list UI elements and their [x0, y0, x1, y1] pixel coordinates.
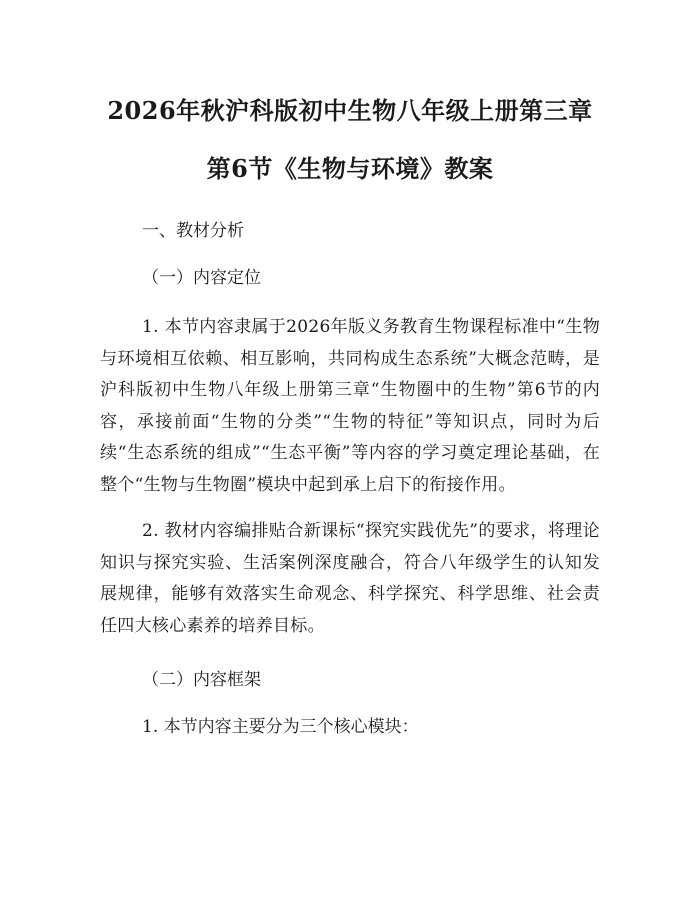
paragraph-content-positioning-2: 2. 教材内容编排贴合新课标“探究实践优先”的要求，将理论知识与探究实验、生活案例深度融合，符合八年级学生的认知发展规律，能够有效落实生命观念、科学探究、科学思维、社会责任四大核心素养的培养目标。 [100, 521, 600, 636]
subsection-heading-content-framework: （二）内容框架 [142, 670, 261, 690]
subsection-heading-content-positioning: （一）内容定位 [142, 268, 261, 288]
document-title-line-2: 第6节《生物与环境》教案 [206, 154, 494, 183]
section-heading-textbook-analysis: 一、教材分析 [142, 221, 244, 241]
document-title-line-1: 2026年秋沪科版初中生物八年级上册第三章 [107, 96, 593, 125]
paragraph-content-framework-1: 1. 本节内容主要分为三个核心模块： [142, 717, 419, 737]
paragraph-content-positioning-1: 1. 本节内容隶属于2026年版义务教育生物课程标准中“生物与环境相互依赖、相互影响，共同构成生态系统”大概念范畴，是沪科版初中生物八年级上册第三章“生物圈中的生物”第6节的内容，承接前面“生物的分类”“生物的特征”等知识点，同时为后续“生态系统的组成”“生态平衡”等内容的学习奠定理论基础，在整个“生物与生物圈”模块中起到承上启下的衔接作用。 [100, 317, 600, 495]
